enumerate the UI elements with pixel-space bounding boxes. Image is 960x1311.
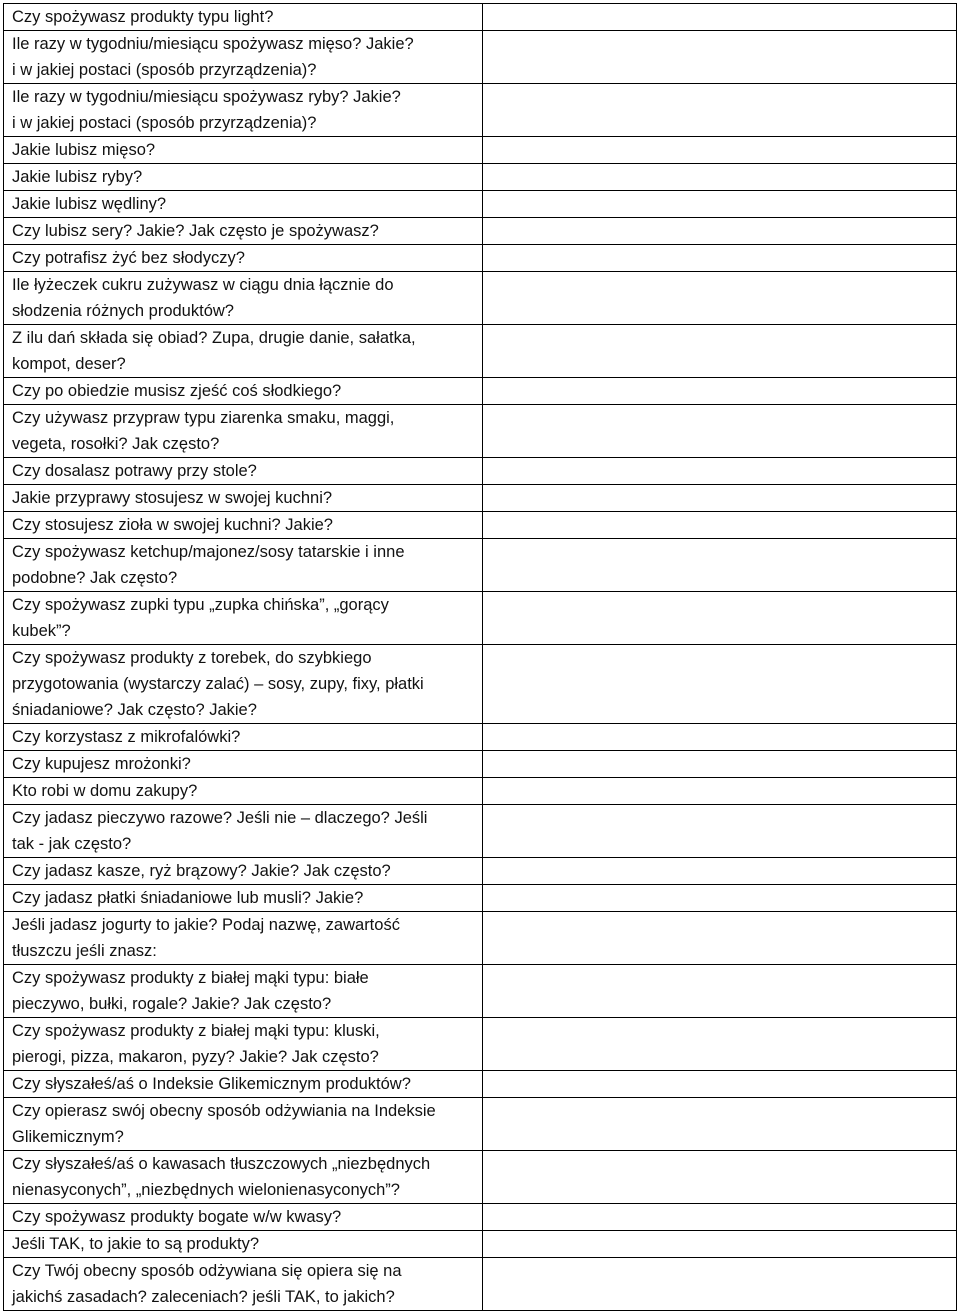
question-row <box>4 858 957 885</box>
question-cell <box>4 912 483 965</box>
question-cell <box>4 858 483 885</box>
question-row <box>4 724 957 751</box>
question-cell <box>4 778 483 805</box>
question-row <box>4 1098 957 1151</box>
question-cell <box>4 191 483 218</box>
answer-cell[interactable] <box>482 405 957 458</box>
answer-cell[interactable] <box>482 885 957 912</box>
question-row <box>4 458 957 485</box>
answer-cell[interactable] <box>482 1018 957 1071</box>
question-text: Z ilu dań składa się obiad? Zupa, drugie danie, sałatka, <box>12 329 416 347</box>
question-cell <box>4 405 483 458</box>
question-text: kubek”? <box>12 622 71 640</box>
question-row <box>4 191 957 218</box>
question-cell <box>4 458 483 485</box>
answer-cell[interactable] <box>482 1231 957 1258</box>
question-row <box>4 539 957 592</box>
question-text: Czy używasz przypraw typu ziarenka smaku, maggi, <box>12 409 395 427</box>
answer-cell[interactable] <box>482 751 957 778</box>
question-cell <box>4 137 483 164</box>
question-cell <box>4 1018 483 1071</box>
question-text: tłuszczu jeśli znasz: <box>12 942 157 960</box>
answer-cell[interactable] <box>482 724 957 751</box>
question-cell <box>4 1231 483 1258</box>
answer-cell[interactable] <box>482 84 957 137</box>
question-row <box>4 965 957 1018</box>
question-text: Czy stosujesz zioła w swojej kuchni? Jakie? <box>12 516 333 534</box>
answer-cell[interactable] <box>482 645 957 724</box>
question-row <box>4 218 957 245</box>
answer-cell[interactable] <box>482 191 957 218</box>
question-row <box>4 592 957 645</box>
question-text: Jakie przyprawy stosujesz w swojej kuchni? <box>12 489 333 507</box>
question-cell <box>4 485 483 512</box>
question-row <box>4 512 957 539</box>
question-row <box>4 245 957 272</box>
question-row <box>4 645 957 724</box>
answer-cell[interactable] <box>482 539 957 592</box>
question-text: pieczywo, bułki, rogale? Jakie? Jak często? <box>12 995 332 1013</box>
question-text: Czy słyszałeś/aś o Indeksie Glikemicznym produktów? <box>12 1075 411 1093</box>
question-text: nienasyconych”, „niezbędnych wielonienasyconych”? <box>12 1181 400 1199</box>
question-cell <box>4 1071 483 1098</box>
question-text: vegeta, rosołki? Jak często? <box>12 435 220 453</box>
question-row <box>4 137 957 164</box>
question-row <box>4 325 957 378</box>
answer-cell[interactable] <box>482 164 957 191</box>
question-text: Czy po obiedzie musisz zjeść coś słodkiego? <box>12 382 342 400</box>
answer-cell[interactable] <box>482 485 957 512</box>
question-text: przygotowania (wystarczy zalać) – sosy, zupy, fixy, płatki <box>12 675 424 693</box>
question-cell <box>4 724 483 751</box>
question-text: tak - jak często? <box>12 835 132 853</box>
question-text: Jeśli jadasz jogurty to jakie? Podaj nazwę, zawartość <box>12 916 400 934</box>
question-text: słodzenia różnych produktów? <box>12 302 234 320</box>
answer-cell[interactable] <box>482 592 957 645</box>
question-row <box>4 805 957 858</box>
question-text: Czy kupujesz mrożonki? <box>12 755 191 773</box>
answer-cell[interactable] <box>482 137 957 164</box>
answer-cell[interactable] <box>482 965 957 1018</box>
question-row <box>4 1204 957 1231</box>
question-row <box>4 778 957 805</box>
answer-cell[interactable] <box>482 218 957 245</box>
question-cell <box>4 645 483 724</box>
question-row <box>4 272 957 325</box>
question-row <box>4 31 957 84</box>
answer-cell[interactable] <box>482 4 957 31</box>
question-row <box>4 164 957 191</box>
question-text: Jeśli TAK, to jakie to są produkty? <box>12 1235 260 1253</box>
answer-cell[interactable] <box>482 325 957 378</box>
questionnaire-table <box>3 3 957 1311</box>
question-text: Czy spożywasz produkty bogate w/w kwasy? <box>12 1208 342 1226</box>
question-text: Czy jadasz pieczywo razowe? Jeśli nie – dlaczego? Jeśli <box>12 809 428 827</box>
question-cell <box>4 84 483 137</box>
question-cell <box>4 592 483 645</box>
question-text: Czy lubisz sery? Jakie? Jak często je spożywasz? <box>12 222 379 240</box>
question-cell <box>4 1204 483 1231</box>
answer-cell[interactable] <box>482 245 957 272</box>
question-row <box>4 912 957 965</box>
answer-cell[interactable] <box>482 378 957 405</box>
question-text: Czy opierasz swój obecny sposób odżywiania na Indeksie <box>12 1102 436 1120</box>
answer-cell[interactable] <box>482 1258 957 1311</box>
question-cell <box>4 272 483 325</box>
question-cell <box>4 1098 483 1151</box>
question-text: Czy spożywasz produkty z białej mąki typu: kluski, <box>12 1022 380 1040</box>
question-text: Czy słyszałeś/aś o kawasach tłuszczowych „niezbędnych <box>12 1155 431 1173</box>
question-text: Czy Twój obecny sposób odżywiana się opiera się na <box>12 1262 402 1280</box>
question-text: Ile łyżeczek cukru zużywasz w ciągu dnia łącznie do <box>12 276 394 294</box>
question-text: Jakie lubisz ryby? <box>12 168 143 186</box>
question-cell <box>4 164 483 191</box>
question-text: Czy jadasz płatki śniadaniowe lub musli? Jakie? <box>12 889 364 907</box>
question-cell <box>4 751 483 778</box>
question-row <box>4 1018 957 1071</box>
question-cell <box>4 31 483 84</box>
question-text: Glikemicznym? <box>12 1128 124 1146</box>
question-cell <box>4 805 483 858</box>
answer-cell[interactable] <box>482 1151 957 1204</box>
question-text: podobne? Jak często? <box>12 569 178 587</box>
question-row <box>4 1258 957 1311</box>
question-row <box>4 751 957 778</box>
answer-cell[interactable] <box>482 272 957 325</box>
question-text: Czy spożywasz produkty z białej mąki typu: białe <box>12 969 369 987</box>
question-text: Jakie lubisz wędliny? <box>12 195 167 213</box>
answer-cell[interactable] <box>482 458 957 485</box>
question-text: Czy spożywasz produkty typu light? <box>12 8 274 26</box>
question-text: kompot, deser? <box>12 355 126 373</box>
question-cell <box>4 965 483 1018</box>
question-row <box>4 1151 957 1204</box>
question-row <box>4 885 957 912</box>
question-text: Czy dosalasz potrawy przy stole? <box>12 462 257 480</box>
question-cell <box>4 218 483 245</box>
answer-cell[interactable] <box>482 1071 957 1098</box>
question-text: jakichś zasadach? zaleceniach? jeśli TAK, to jakich? <box>12 1288 395 1306</box>
question-text: Ile razy w tygodniu/miesiącu spożywasz mięso? Jakie? <box>12 35 414 53</box>
answer-cell[interactable] <box>482 512 957 539</box>
questionnaire-body <box>4 4 957 1311</box>
answer-cell[interactable] <box>482 805 957 858</box>
question-text: Czy spożywasz produkty z torebek, do szybkiego <box>12 649 372 667</box>
question-cell <box>4 512 483 539</box>
question-cell <box>4 1258 483 1311</box>
question-cell <box>4 325 483 378</box>
question-text: Kto robi w domu zakupy? <box>12 782 198 800</box>
question-cell <box>4 539 483 592</box>
question-text: Czy spożywasz zupki typu „zupka chińska”, „gorący <box>12 596 389 614</box>
question-text: Jakie lubisz mięso? <box>12 141 156 159</box>
question-text: Czy korzystasz z mikrofalówki? <box>12 728 241 746</box>
question-text: i w jakiej postaci (sposób przyrządzenia)? <box>12 61 317 79</box>
question-text: Czy jadasz kasze, ryż brązowy? Jakie? Jak często? <box>12 862 391 880</box>
question-text: Ile razy w tygodniu/miesiącu spożywasz ryby? Jakie? <box>12 88 401 106</box>
answer-cell[interactable] <box>482 858 957 885</box>
question-row <box>4 485 957 512</box>
question-row <box>4 378 957 405</box>
question-cell <box>4 245 483 272</box>
question-cell <box>4 1151 483 1204</box>
question-row <box>4 4 957 31</box>
question-text: Czy potrafisz żyć bez słodyczy? <box>12 249 245 267</box>
question-cell <box>4 4 483 31</box>
question-text: Czy spożywasz ketchup/majonez/sosy tatarskie i inne <box>12 543 405 561</box>
question-cell <box>4 885 483 912</box>
answer-cell[interactable] <box>482 778 957 805</box>
question-row <box>4 84 957 137</box>
answer-cell[interactable] <box>482 1098 957 1151</box>
question-text: i w jakiej postaci (sposób przyrządzenia)? <box>12 114 317 132</box>
question-text: pierogi, pizza, makaron, pyzy? Jakie? Jak często? <box>12 1048 379 1066</box>
question-cell <box>4 378 483 405</box>
question-row <box>4 1231 957 1258</box>
question-row <box>4 405 957 458</box>
answer-cell[interactable] <box>482 31 957 84</box>
question-row <box>4 1071 957 1098</box>
answer-cell[interactable] <box>482 912 957 965</box>
question-text: śniadaniowe? Jak często? Jakie? <box>12 701 257 719</box>
answer-cell[interactable] <box>482 1204 957 1231</box>
